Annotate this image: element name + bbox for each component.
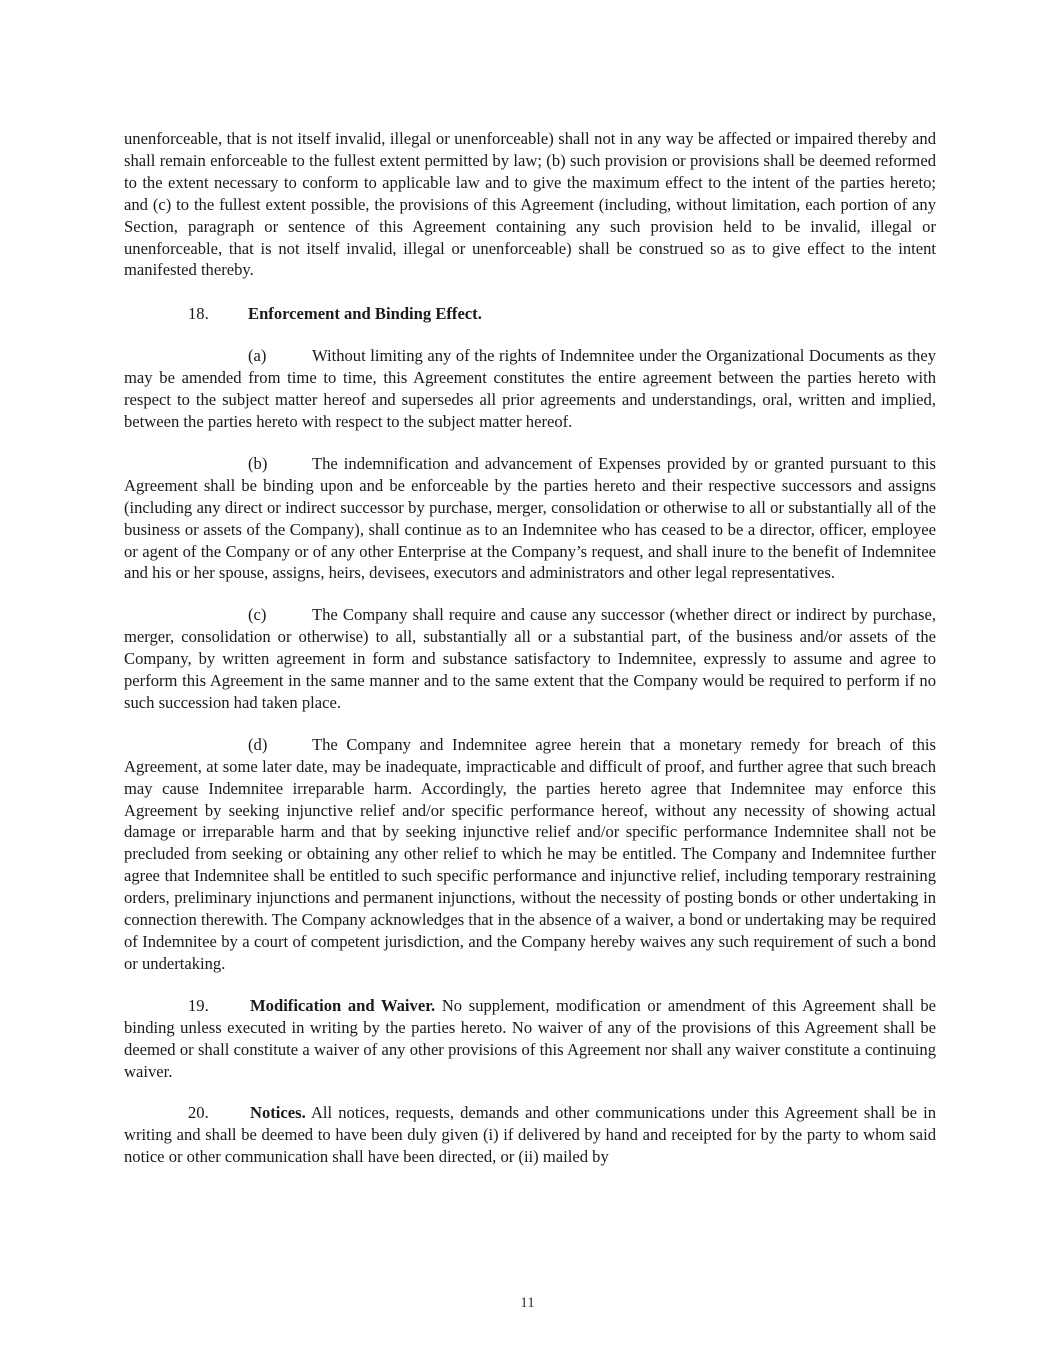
subsection-text: The Company and Indemnitee agree herein that a monetary remedy for breach of this Agreement, at some later date, may be inadequate, impracticable and difficult of proof, and further agree that such breach may cause Indemnitee irreparable harm. Accordingly, the parties hereto agree that Indemnitee may enforce this Agreement by seeking injunctive relief and/or specific performance hereof, without any necessity of showing actual damage or irreparable harm and that by seeking injunctive relief and/or specific performance Indemnitee shall not be precluded from seeking or obtaining any other relief to which he may be entitled. The Company and Indemnitee further agree that Indemnitee shall be entitled to such specific performance and injunctive relief, including temporary restraining orders, preliminary injunctions and permanent injunctions, without the necessity of posting bonds or other undertaking in connection therewith. The Company acknowledges that in the absence of a waiver, a bond or undertaking may be required of Indemnitee by a court of competent jurisdiction, and the Company hereby waives any such requirement of such a bond or undertaking. xyxy=(124,734,936,973)
section-19-paragraph xyxy=(124,995,936,1083)
section-19-title: Modification and Waiver. xyxy=(250,995,436,1015)
section-20-title: Notices. xyxy=(250,1103,306,1123)
subsection-text: The Company shall require and cause any successor (whether direct or indirect by purchase, merger, consolidation or otherwise) to all, substantially all or a substantial part, of the business and/or assets of the Company, by written agreement in form and substance satisfactory to Indemnitee, expressly to assume and agree to perform this Agreement in the same manner and to the same extent that the Company would be required to perform if no such succession had taken place. xyxy=(124,605,936,712)
section-18-heading xyxy=(124,303,936,325)
section-20-paragraph xyxy=(124,1102,936,1168)
subsection-label: (b) xyxy=(248,453,268,473)
document-page xyxy=(124,128,936,1168)
continuation-paragraph: unenforceable, that is not itself invalid, illegal or unenforceable) shall not in any way be affected or impaired thereby and shall remain enforceable to the fullest extent permitted by law; (b) such provision or provisions shall be deemed reformed to the extent necessary to conform to applicable law and to give the maximum effect to the intent of the parties hereto; and (c) to the fullest extent possible, the provisions of this Agreement (including, without limitation, each portion of any Section, paragraph or sentence of this Agreement containing any such provision held to be invalid, illegal or unenforceable, that is not itself invalid, illegal or unenforceable) shall be construed so as to give effect to the intent manifested thereby. xyxy=(124,129,936,280)
section-18a-paragraph xyxy=(124,345,936,433)
section-18c-paragraph xyxy=(124,604,936,714)
section-19-number: 19. xyxy=(188,995,209,1015)
subsection-text: The indemnification and advancement of Expenses provided by or granted pursuant to this Agreement shall be binding upon and be enforceable by the parties hereto and their respective successors and assigns (including any direct or indirect successor by purchase, merger, consolidation or otherwise to all or substantially all of the business or assets of the Company), shall continue as to an Indemnitee who has ceased to be a director, officer, employee or agent of the Company or of any other Enterprise at the Company’s request, and shall inure to the benefit of Indemnitee and his or her spouse, assigns, heirs, devisees, executors and administrators and other legal representatives. xyxy=(124,453,936,583)
section-18b-paragraph xyxy=(124,453,936,584)
section-18d-paragraph xyxy=(124,734,936,975)
page-number: 11 xyxy=(520,1295,535,1311)
subsection-label: (a) xyxy=(248,346,267,366)
section-18-number: 18. xyxy=(188,304,209,324)
section-18-title: Enforcement and Binding Effect. xyxy=(248,304,482,324)
section-19-text: No supplement, modification or amendment of this Agreement shall be binding unless executed in writing by the parties hereto. No waiver of any of the provisions of this Agreement shall be deemed or shall constitute a waiver of any other provisions of this Agreement nor shall any waiver constitute a continuing waiver. xyxy=(124,995,936,1081)
subsection-text: Without limiting any of the rights of Indemnitee under the Organizational Documents as they may be amended from time to time, this Agreement constitutes the entire agreement between the parties hereto with respect to the subject matter hereof and supersedes all prior agreements and understandings, oral, written and implied, between the parties hereto with respect to the subject matter hereof. xyxy=(124,346,936,431)
section-20-text: All notices, requests, demands and other communications under this Agreement shall be in writing and shall be deemed to have been duly given (i) if delivered by hand and receipted for by the party to whom said notice or other communication shall have been directed, or (ii) mailed by xyxy=(124,1103,936,1167)
subsection-label: (d) xyxy=(248,734,268,754)
subsection-label: (c) xyxy=(248,605,267,625)
section-20-number: 20. xyxy=(188,1103,209,1123)
